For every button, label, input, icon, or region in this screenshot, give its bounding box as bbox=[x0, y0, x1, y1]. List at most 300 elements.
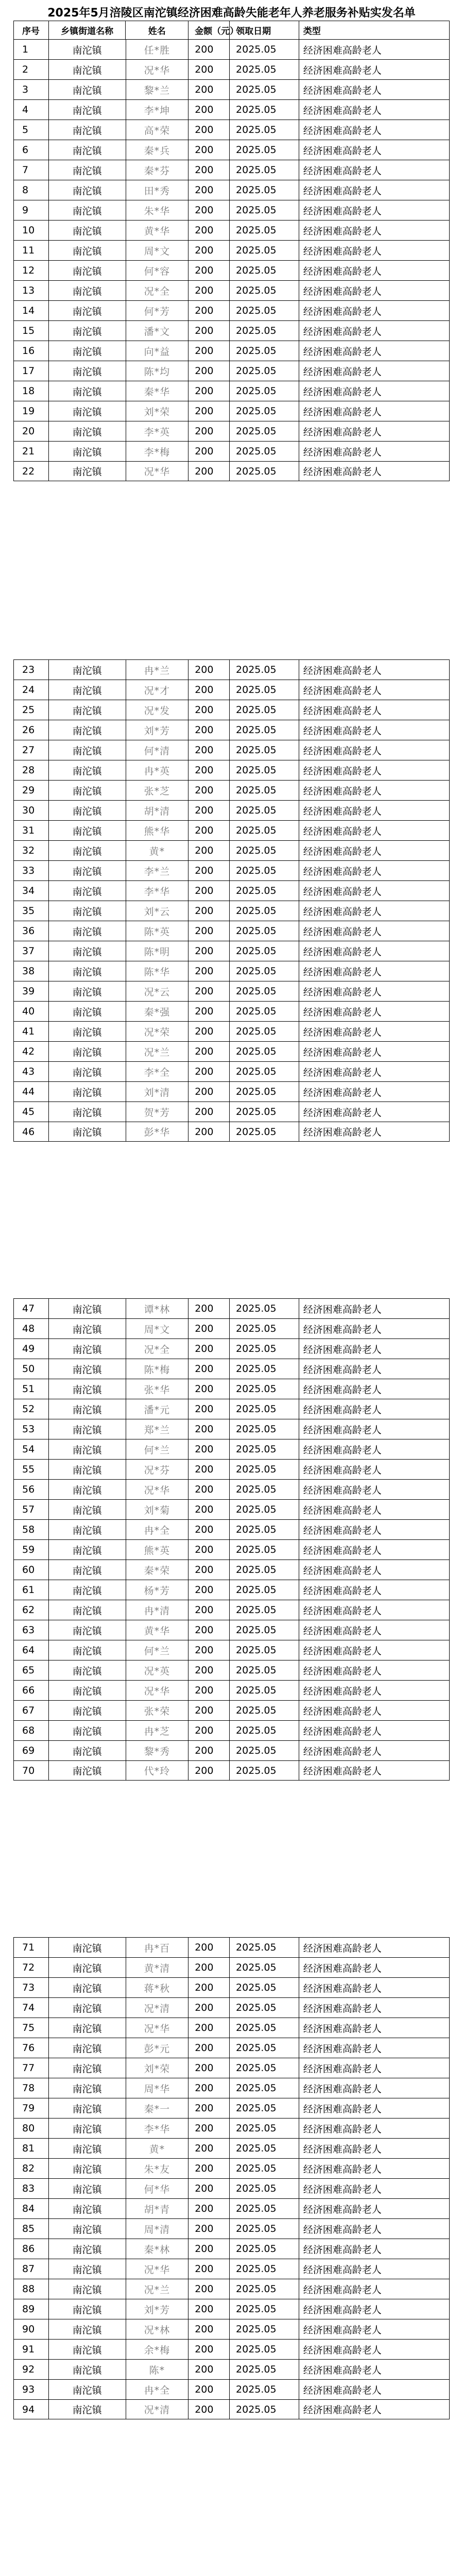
cell-type: 经济困难高龄老人 bbox=[303, 1087, 382, 1098]
table-row bbox=[13, 1379, 450, 1399]
cell-town: 南沱镇 bbox=[49, 2018, 126, 2038]
table-row bbox=[13, 461, 450, 481]
cell-town: 南沱镇 bbox=[49, 740, 126, 760]
cell-date: 2025.05 bbox=[230, 881, 299, 901]
cell-date: 2025.05 bbox=[230, 361, 299, 381]
cell-town: 南沱镇 bbox=[49, 1958, 126, 1977]
roster-page bbox=[13, 659, 450, 1142]
cell-seq-number: 42 bbox=[14, 1042, 49, 1061]
table-row bbox=[13, 860, 450, 880]
table-row bbox=[13, 2158, 450, 2178]
cell-town: 南沱镇 bbox=[49, 1520, 126, 1539]
cell-seq-number: 30 bbox=[14, 801, 49, 820]
cell-name: 黄*清 bbox=[126, 1958, 189, 1977]
cell-name: 李*兰 bbox=[126, 861, 189, 880]
cell-town: 南沱镇 bbox=[49, 200, 126, 220]
cell-amount: 200 bbox=[188, 781, 230, 800]
cell-seq-number: 77 bbox=[14, 2058, 49, 2078]
table-row bbox=[13, 2098, 450, 2118]
cell-date: 2025.05 bbox=[230, 1399, 299, 1419]
cell-seq-number: 27 bbox=[14, 740, 49, 760]
cell-date: 2025.05 bbox=[230, 1062, 299, 1081]
table-row bbox=[13, 180, 450, 200]
table-row bbox=[13, 1101, 450, 1122]
cell-date: 2025.05 bbox=[230, 341, 299, 361]
cell-town: 南沱镇 bbox=[49, 1439, 126, 1459]
cell-town: 南沱镇 bbox=[49, 341, 126, 361]
cell-name: 冉*百 bbox=[126, 1938, 189, 1957]
cell-type: 经济困难高龄老人 bbox=[303, 1942, 382, 1954]
cell-type: 经济困难高龄老人 bbox=[303, 946, 382, 958]
cell-amount: 200 bbox=[188, 2199, 230, 2218]
cell-town: 南沱镇 bbox=[49, 861, 126, 880]
cell-amount: 200 bbox=[188, 2179, 230, 2198]
cell-town: 南沱镇 bbox=[49, 1480, 126, 1499]
table-row bbox=[13, 1001, 450, 1021]
cell-date: 2025.05 bbox=[230, 160, 299, 180]
table-row bbox=[13, 2198, 450, 2218]
cell-type: 经济困难高龄老人 bbox=[303, 2123, 382, 2135]
cell-name: 陈*华 bbox=[126, 961, 189, 981]
roster-page bbox=[13, 1298, 450, 1781]
cell-type: 经济困难高龄老人 bbox=[303, 466, 382, 478]
table-row bbox=[13, 1359, 450, 1379]
cell-town: 南沱镇 bbox=[49, 120, 126, 140]
cell-date: 2025.05 bbox=[230, 2058, 299, 2078]
cell-amount: 200 bbox=[188, 2319, 230, 2339]
cell-type: 经济困难高龄老人 bbox=[303, 1725, 382, 1737]
cell-seq-number: 80 bbox=[14, 2119, 49, 2138]
table-row bbox=[13, 1760, 450, 1781]
cell-town: 南沱镇 bbox=[49, 1500, 126, 1519]
cell-seq-number: 38 bbox=[14, 961, 49, 981]
cell-seq-number: 33 bbox=[14, 861, 49, 880]
table-row bbox=[13, 1338, 450, 1359]
table-row bbox=[13, 220, 450, 240]
cell-type: 经济困难高龄老人 bbox=[303, 2163, 382, 2175]
table-row bbox=[13, 1439, 450, 1459]
cell-name: 胡*青 bbox=[126, 2199, 189, 2218]
cell-seq-number: 39 bbox=[14, 981, 49, 1001]
cell-type: 经济困难高龄老人 bbox=[303, 1006, 382, 1018]
column-header-date: 领取日期 bbox=[230, 21, 299, 39]
cell-date: 2025.05 bbox=[230, 760, 299, 780]
table-row bbox=[13, 1580, 450, 1600]
cell-type: 经济困难高龄老人 bbox=[303, 265, 382, 277]
cell-type: 经济困难高龄老人 bbox=[303, 2404, 382, 2416]
cell-town: 南沱镇 bbox=[49, 1938, 126, 1957]
cell-seq-number: 90 bbox=[14, 2319, 49, 2339]
cell-town: 南沱镇 bbox=[49, 781, 126, 800]
column-header-type: 类型 bbox=[303, 26, 321, 37]
cell-date: 2025.05 bbox=[230, 740, 299, 760]
cell-name: 李*英 bbox=[126, 421, 189, 441]
cell-town: 南沱镇 bbox=[49, 1741, 126, 1760]
table-row bbox=[13, 120, 450, 140]
cell-type: 经济困难高龄老人 bbox=[303, 926, 382, 938]
cell-type: 经济困难高龄老人 bbox=[303, 1504, 382, 1516]
cell-date: 2025.05 bbox=[230, 200, 299, 220]
cell-seq-number: 52 bbox=[14, 1399, 49, 1419]
cell-town: 南沱镇 bbox=[49, 981, 126, 1001]
cell-type: 经济困难高龄老人 bbox=[303, 2003, 382, 2014]
cell-amount: 200 bbox=[188, 981, 230, 1001]
cell-name: 况*芬 bbox=[126, 1460, 189, 1479]
table-row bbox=[13, 39, 450, 59]
cell-date: 2025.05 bbox=[230, 381, 299, 401]
cell-type: 经济困难高龄老人 bbox=[303, 1585, 382, 1597]
cell-town: 南沱镇 bbox=[49, 2360, 126, 2379]
cell-town: 南沱镇 bbox=[49, 40, 126, 59]
cell-name: 况*华 bbox=[126, 1480, 189, 1499]
cell-date: 2025.05 bbox=[230, 140, 299, 160]
cell-type: 经济困难高龄老人 bbox=[303, 44, 382, 56]
cell-amount: 200 bbox=[188, 2058, 230, 2078]
cell-seq-number: 92 bbox=[14, 2360, 49, 2379]
cell-seq-number: 79 bbox=[14, 2098, 49, 2118]
cell-name: 秦*华 bbox=[126, 381, 189, 401]
cell-name: 熊*英 bbox=[126, 1540, 189, 1560]
cell-amount: 200 bbox=[188, 1938, 230, 1957]
cell-name: 何*清 bbox=[126, 740, 189, 760]
cell-name: 秦*一 bbox=[126, 2098, 189, 2118]
cell-type: 经济困难高龄老人 bbox=[303, 165, 382, 177]
cell-amount: 200 bbox=[188, 1560, 230, 1580]
cell-type: 经济困难高龄老人 bbox=[303, 2344, 382, 2356]
cell-date: 2025.05 bbox=[230, 1379, 299, 1399]
cell-name: 况*才 bbox=[126, 680, 189, 700]
cell-date: 2025.05 bbox=[230, 2179, 299, 2198]
cell-town: 南沱镇 bbox=[49, 2239, 126, 2259]
table-row bbox=[13, 240, 450, 260]
cell-town: 南沱镇 bbox=[49, 221, 126, 240]
cell-type: 经济困难高龄老人 bbox=[303, 785, 382, 797]
cell-type: 经济困难高龄老人 bbox=[303, 765, 382, 777]
cell-name: 刘*云 bbox=[126, 901, 189, 921]
cell-name: 况*英 bbox=[126, 1660, 189, 1680]
table-row bbox=[13, 1700, 450, 1720]
cell-date: 2025.05 bbox=[230, 1339, 299, 1359]
cell-seq-number: 31 bbox=[14, 821, 49, 840]
cell-amount: 200 bbox=[188, 1998, 230, 2018]
cell-town: 南沱镇 bbox=[49, 100, 126, 120]
cell-seq-number: 3 bbox=[14, 80, 49, 99]
cell-date: 2025.05 bbox=[230, 1560, 299, 1580]
cell-amount: 200 bbox=[188, 1359, 230, 1379]
cell-town: 南沱镇 bbox=[49, 281, 126, 300]
cell-amount: 200 bbox=[188, 140, 230, 160]
cell-town: 南沱镇 bbox=[49, 301, 126, 320]
cell-town: 南沱镇 bbox=[49, 1379, 126, 1399]
cell-name: 杨*芳 bbox=[126, 1580, 189, 1600]
table-row bbox=[13, 1041, 450, 1061]
cell-type: 经济困难高龄老人 bbox=[303, 1424, 382, 1436]
cell-date: 2025.05 bbox=[230, 1620, 299, 1640]
cell-type: 经济困难高龄老人 bbox=[303, 845, 382, 857]
cell-amount: 200 bbox=[188, 1580, 230, 1600]
table-row bbox=[13, 381, 450, 401]
table-row bbox=[13, 1318, 450, 1338]
cell-amount: 200 bbox=[188, 1741, 230, 1760]
cell-amount: 200 bbox=[188, 2018, 230, 2038]
cell-name: 冉*全 bbox=[126, 1520, 189, 1539]
cell-date: 2025.05 bbox=[230, 100, 299, 120]
cell-seq-number: 17 bbox=[14, 361, 49, 381]
cell-date: 2025.05 bbox=[230, 1978, 299, 1997]
cell-seq-number: 76 bbox=[14, 2038, 49, 2058]
cell-seq-number: 66 bbox=[14, 1681, 49, 1700]
table-row bbox=[13, 1298, 450, 1318]
table-row bbox=[13, 740, 450, 760]
cell-amount: 200 bbox=[188, 2219, 230, 2239]
table-row bbox=[13, 2018, 450, 2038]
cell-date: 2025.05 bbox=[230, 700, 299, 720]
cell-town: 南沱镇 bbox=[49, 2038, 126, 2058]
cell-name: 冉*英 bbox=[126, 760, 189, 780]
cell-type: 经济困难高龄老人 bbox=[303, 825, 382, 837]
cell-seq-number: 47 bbox=[14, 1299, 49, 1318]
cell-amount: 200 bbox=[188, 1439, 230, 1459]
cell-name: 况*云 bbox=[126, 981, 189, 1001]
table-row bbox=[13, 2058, 450, 2078]
cell-town: 南沱镇 bbox=[49, 1580, 126, 1600]
cell-date: 2025.05 bbox=[230, 1500, 299, 1519]
cell-type: 经济困难高龄老人 bbox=[303, 1685, 382, 1697]
cell-name: 彭*元 bbox=[126, 2038, 189, 2058]
cell-amount: 200 bbox=[188, 40, 230, 59]
cell-amount: 200 bbox=[188, 180, 230, 200]
cell-name: 陈* bbox=[126, 2360, 189, 2379]
cell-town: 南沱镇 bbox=[49, 1721, 126, 1740]
cell-town: 南沱镇 bbox=[49, 1022, 126, 1041]
cell-seq-number: 71 bbox=[14, 1938, 49, 1957]
cell-date: 2025.05 bbox=[230, 1002, 299, 1021]
cell-type: 经济困难高龄老人 bbox=[303, 1766, 382, 1777]
cell-town: 南沱镇 bbox=[49, 2279, 126, 2299]
cell-seq-number: 86 bbox=[14, 2239, 49, 2259]
cell-seq-number: 64 bbox=[14, 1640, 49, 1660]
cell-amount: 200 bbox=[188, 1122, 230, 1141]
cell-town: 南沱镇 bbox=[49, 462, 126, 481]
cell-name: 冉*清 bbox=[126, 1600, 189, 1620]
cell-town: 南沱镇 bbox=[49, 1122, 126, 1141]
cell-town: 南沱镇 bbox=[49, 1660, 126, 1680]
cell-name: 周*清 bbox=[126, 2219, 189, 2239]
table-row bbox=[13, 780, 450, 800]
cell-date: 2025.05 bbox=[230, 2299, 299, 2319]
cell-type: 经济困难高龄老人 bbox=[303, 2083, 382, 2095]
cell-name: 李*全 bbox=[126, 1062, 189, 1081]
cell-name: 李*坤 bbox=[126, 100, 189, 120]
cell-town: 南沱镇 bbox=[49, 901, 126, 921]
cell-amount: 200 bbox=[188, 462, 230, 481]
cell-type: 经济困难高龄老人 bbox=[303, 1545, 382, 1556]
cell-amount: 200 bbox=[188, 680, 230, 700]
cell-town: 南沱镇 bbox=[49, 2078, 126, 2098]
cell-amount: 200 bbox=[188, 700, 230, 720]
cell-amount: 200 bbox=[188, 442, 230, 461]
cell-name: 潘*元 bbox=[126, 1399, 189, 1419]
cell-name: 朱*华 bbox=[126, 200, 189, 220]
cell-town: 南沱镇 bbox=[49, 2098, 126, 2118]
cell-name: 熊*华 bbox=[126, 821, 189, 840]
cell-date: 2025.05 bbox=[230, 1042, 299, 1061]
cell-name: 况*华 bbox=[126, 1681, 189, 1700]
cell-type: 经济困难高龄老人 bbox=[303, 2304, 382, 2316]
cell-date: 2025.05 bbox=[230, 660, 299, 680]
cell-town: 南沱镇 bbox=[49, 921, 126, 941]
cell-type: 经济困难高龄老人 bbox=[303, 1303, 382, 1315]
cell-amount: 200 bbox=[188, 2159, 230, 2178]
cell-name: 黎*秀 bbox=[126, 1741, 189, 1760]
cell-type: 经济困难高龄老人 bbox=[303, 1364, 382, 1376]
cell-seq-number: 2 bbox=[14, 60, 49, 79]
cell-amount: 200 bbox=[188, 2119, 230, 2138]
roster-page bbox=[13, 21, 450, 481]
cell-amount: 200 bbox=[188, 1042, 230, 1061]
cell-amount: 200 bbox=[188, 2098, 230, 2118]
cell-type: 经济困难高龄老人 bbox=[303, 906, 382, 918]
cell-seq-number: 82 bbox=[14, 2159, 49, 2178]
cell-name: 秦*芬 bbox=[126, 160, 189, 180]
cell-date: 2025.05 bbox=[230, 1761, 299, 1780]
cell-date: 2025.05 bbox=[230, 1938, 299, 1957]
cell-date: 2025.05 bbox=[230, 2380, 299, 2399]
cell-amount: 200 bbox=[188, 841, 230, 860]
cell-date: 2025.05 bbox=[230, 1082, 299, 1101]
cell-amount: 200 bbox=[188, 2340, 230, 2359]
cell-type: 经济困难高龄老人 bbox=[303, 805, 382, 817]
cell-town: 南沱镇 bbox=[49, 660, 126, 680]
cell-type: 经济困难高龄老人 bbox=[303, 1026, 382, 1038]
table-row bbox=[13, 2218, 450, 2239]
cell-town: 南沱镇 bbox=[49, 1419, 126, 1439]
cell-amount: 200 bbox=[188, 2360, 230, 2379]
cell-name: 彭*华 bbox=[126, 1122, 189, 1141]
cell-date: 2025.05 bbox=[230, 2400, 299, 2419]
cell-type: 经济困难高龄老人 bbox=[303, 1127, 382, 1138]
table-row bbox=[13, 1419, 450, 1439]
cell-town: 南沱镇 bbox=[49, 1681, 126, 1700]
cell-date: 2025.05 bbox=[230, 1460, 299, 1479]
cell-type: 经济困难高龄老人 bbox=[303, 285, 382, 297]
cell-town: 南沱镇 bbox=[49, 241, 126, 260]
table-row bbox=[13, 421, 450, 441]
cell-town: 南沱镇 bbox=[49, 1701, 126, 1720]
table-row bbox=[13, 1499, 450, 1519]
cell-type: 经济困难高龄老人 bbox=[303, 1705, 382, 1717]
cell-name: 贺*芳 bbox=[126, 1102, 189, 1122]
cell-name: 黎*兰 bbox=[126, 80, 189, 99]
cell-seq-number: 19 bbox=[14, 401, 49, 421]
cell-type: 经济困难高龄老人 bbox=[303, 2023, 382, 2035]
cell-seq-number: 85 bbox=[14, 2219, 49, 2239]
cell-date: 2025.05 bbox=[230, 981, 299, 1001]
table-row bbox=[13, 1519, 450, 1539]
cell-date: 2025.05 bbox=[230, 1741, 299, 1760]
cell-amount: 200 bbox=[188, 160, 230, 180]
cell-town: 南沱镇 bbox=[49, 2299, 126, 2319]
cell-type: 经济困难高龄老人 bbox=[303, 406, 382, 418]
cell-town: 南沱镇 bbox=[49, 361, 126, 381]
cell-town: 南沱镇 bbox=[49, 1978, 126, 1997]
cell-date: 2025.05 bbox=[230, 2259, 299, 2279]
cell-date: 2025.05 bbox=[230, 40, 299, 59]
cell-town: 南沱镇 bbox=[49, 881, 126, 901]
cell-town: 南沱镇 bbox=[49, 140, 126, 160]
cell-seq-number: 61 bbox=[14, 1580, 49, 1600]
table-row bbox=[13, 1021, 450, 1041]
cell-name: 李*华 bbox=[126, 881, 189, 901]
cell-type: 经济困难高龄老人 bbox=[303, 1444, 382, 1456]
cell-town: 南沱镇 bbox=[49, 1062, 126, 1081]
cell-amount: 200 bbox=[188, 740, 230, 760]
table-row bbox=[13, 2118, 450, 2138]
cell-town: 南沱镇 bbox=[49, 1002, 126, 1021]
cell-amount: 200 bbox=[188, 1399, 230, 1419]
cell-type: 经济困难高龄老人 bbox=[303, 1982, 382, 1994]
cell-seq-number: 12 bbox=[14, 261, 49, 280]
table-row bbox=[13, 2339, 450, 2359]
cell-seq-number: 54 bbox=[14, 1439, 49, 1459]
cell-date: 2025.05 bbox=[230, 2239, 299, 2259]
table-row bbox=[13, 2138, 450, 2158]
cell-date: 2025.05 bbox=[230, 1958, 299, 1977]
cell-seq-number: 20 bbox=[14, 421, 49, 441]
table-row bbox=[13, 1977, 450, 1997]
cell-date: 2025.05 bbox=[230, 2219, 299, 2239]
cell-date: 2025.05 bbox=[230, 1721, 299, 1740]
table-row bbox=[13, 880, 450, 901]
cell-town: 南沱镇 bbox=[49, 680, 126, 700]
cell-amount: 200 bbox=[188, 2259, 230, 2279]
cell-date: 2025.05 bbox=[230, 1701, 299, 1720]
cell-amount: 200 bbox=[188, 221, 230, 240]
document-title: 2025年5月涪陵区南沱镇经济困难高龄失能老年人养老服务补贴实发名单 bbox=[47, 7, 416, 20]
cell-amount: 200 bbox=[188, 660, 230, 680]
cell-seq-number: 23 bbox=[14, 660, 49, 680]
cell-date: 2025.05 bbox=[230, 301, 299, 320]
cell-type: 经济困难高龄老人 bbox=[303, 125, 382, 137]
table-row bbox=[13, 2038, 450, 2058]
cell-date: 2025.05 bbox=[230, 442, 299, 461]
cell-amount: 200 bbox=[188, 281, 230, 300]
cell-seq-number: 49 bbox=[14, 1339, 49, 1359]
table-row bbox=[13, 981, 450, 1001]
cell-amount: 200 bbox=[188, 1419, 230, 1439]
cell-date: 2025.05 bbox=[230, 1640, 299, 1660]
cell-name: 秦*荣 bbox=[126, 1560, 189, 1580]
cell-town: 南沱镇 bbox=[49, 80, 126, 99]
cell-type: 经济困难高龄老人 bbox=[303, 2324, 382, 2336]
cell-name: 况*华 bbox=[126, 60, 189, 79]
table-row bbox=[13, 2399, 450, 2419]
cell-seq-number: 7 bbox=[14, 160, 49, 180]
cell-date: 2025.05 bbox=[230, 2119, 299, 2138]
cell-name: 任*胜 bbox=[126, 40, 189, 59]
cell-name: 何*芳 bbox=[126, 301, 189, 320]
cell-date: 2025.05 bbox=[230, 801, 299, 820]
cell-town: 南沱镇 bbox=[49, 442, 126, 461]
cell-date: 2025.05 bbox=[230, 2098, 299, 2118]
cell-seq-number: 1 bbox=[14, 40, 49, 59]
table-row bbox=[13, 2259, 450, 2279]
cell-date: 2025.05 bbox=[230, 1439, 299, 1459]
cell-seq-number: 88 bbox=[14, 2279, 49, 2299]
cell-seq-number: 78 bbox=[14, 2078, 49, 2098]
cell-town: 南沱镇 bbox=[49, 841, 126, 860]
cell-seq-number: 13 bbox=[14, 281, 49, 300]
